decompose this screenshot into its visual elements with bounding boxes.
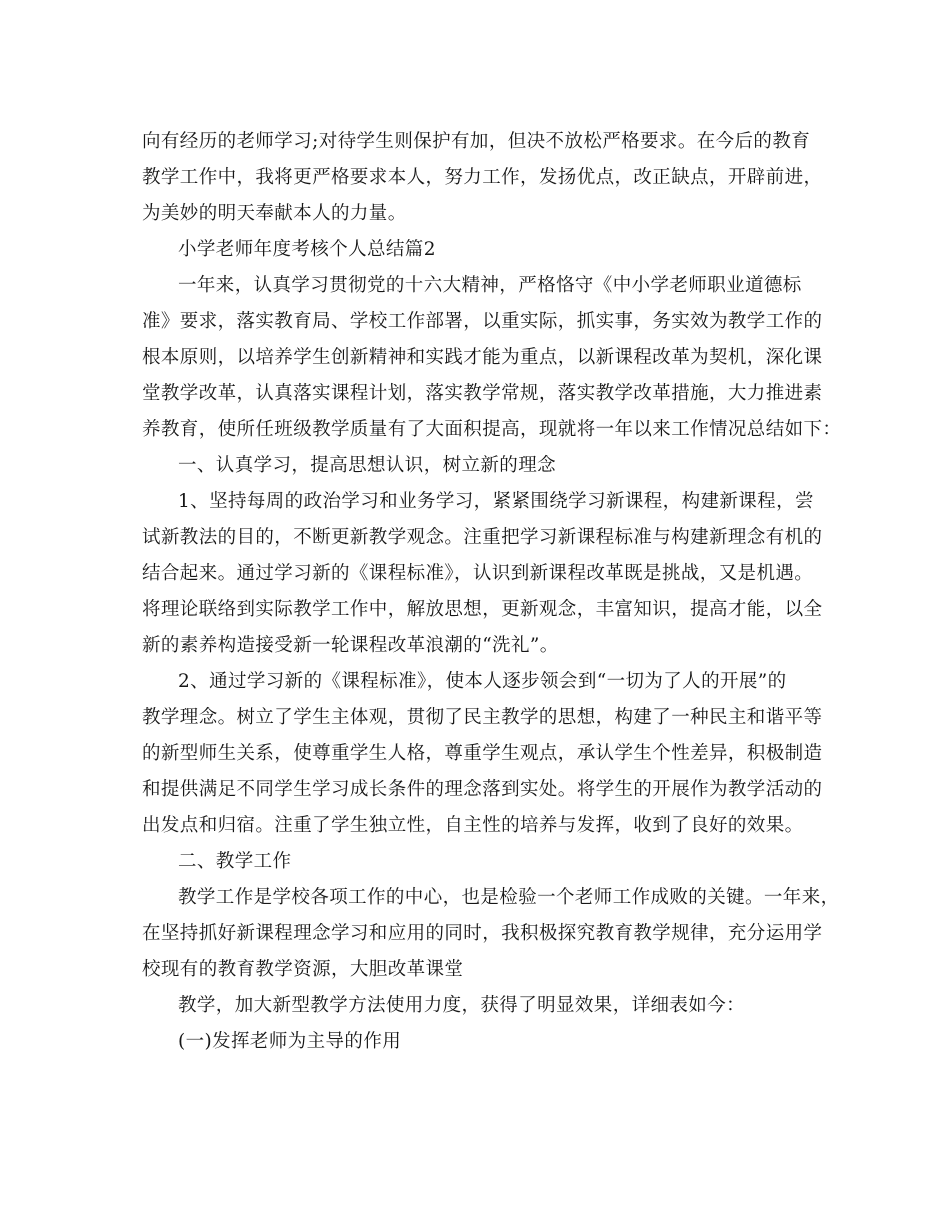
paragraph-line: 根本原则，以培养学生创新精神和实践才能为重点，以新课程改革为契机，深化课 xyxy=(142,347,823,368)
paragraph-line: 的新型师生关系，使尊重学生人格，尊重学生观点，承认学生个性差异，积极制造 xyxy=(142,743,823,764)
paragraph-line: 2、通过学习新的《课程标准》，使本人逐步领会到“一切为了人的开展”的 xyxy=(178,671,787,692)
paragraph-line: 为美妙的明天奉献本人的力量。 xyxy=(142,203,407,224)
subsection-heading: (一)发挥老师为主导的作用 xyxy=(178,1031,402,1052)
paragraph-line: 出发点和归宿。注重了学生独立性，自主性的培养与发挥，收到了良好的效果。 xyxy=(142,815,804,836)
paragraph-line: 教学，加大新型教学方法使用力度，获得了明显效果，详细表如今： xyxy=(178,995,746,1016)
paragraph-line: 一年来，认真学习贯彻党的十六大精神，严格恪守《中小学老师职业道德标 xyxy=(178,275,802,296)
paragraph-line: 准》要求，落实教育局、学校工作部署，以重实际，抓实事，务实效为教学工作的 xyxy=(142,311,823,332)
paragraph-line: 将理论联络到实际教学工作中，解放思想，更新观念，丰富知识，提高才能，以全 xyxy=(142,599,823,620)
paragraph-line: 结合起来。通过学习新的《课程标准》，认识到新课程改革既是挑战，又是机遇。 xyxy=(142,563,814,584)
paragraph-line: 新的素养构造接受新一轮课程改革浪潮的“洗礼”。 xyxy=(142,635,559,656)
section-heading: 二、教学工作 xyxy=(178,851,292,872)
paragraph-line: 教学工作中，我将更严格要求本人，努力工作，发扬优点，改正缺点，开辟前进， xyxy=(142,167,823,188)
paragraph-line: 教学理念。树立了学生主体观，贯彻了民主教学的思想，构建了一种民主和谐平等 xyxy=(142,707,823,728)
paragraph-line: 堂教学改革，认真落实课程计划，落实教学常规，落实教学改革措施，大力推进素 xyxy=(142,383,823,404)
paragraph-line: 养教育，使所任班级教学质量有了大面积提高，现就将一年以来工作情况总结如下： xyxy=(142,419,842,440)
section-title: 小学老师年度考核个人总结篇2 xyxy=(178,239,436,260)
paragraph-line: 向有经历的老师学习;对待学生则保护有加，但决不放松严格要求。在今后的教育 xyxy=(142,131,811,152)
paragraph-line: 1、坚持每周的政治学习和业务学习，紧紧围绕学习新课程，构建新课程，尝 xyxy=(178,491,814,512)
paragraph-line: 在坚持抓好新课程理念学习和应用的同时，我积极探究教育教学规律，充分运用学 xyxy=(142,923,823,944)
paragraph-line: 教学工作是学校各项工作的中心，也是检验一个老师工作成败的关键。一年来， xyxy=(178,887,840,908)
section-heading: 一、认真学习，提高思想认识，树立新的理念 xyxy=(178,455,557,476)
paragraph-line: 和提供满足不同学生学习成长条件的理念落到实处。将学生的开展作为教学活动的 xyxy=(142,779,823,800)
paragraph-line: 试新教法的目的，不断更新教学观念。注重把学习新课程标准与构建新理念有机的 xyxy=(142,527,823,548)
paragraph-line: 校现有的教育教学资源，大胆改革课堂 xyxy=(142,959,464,980)
